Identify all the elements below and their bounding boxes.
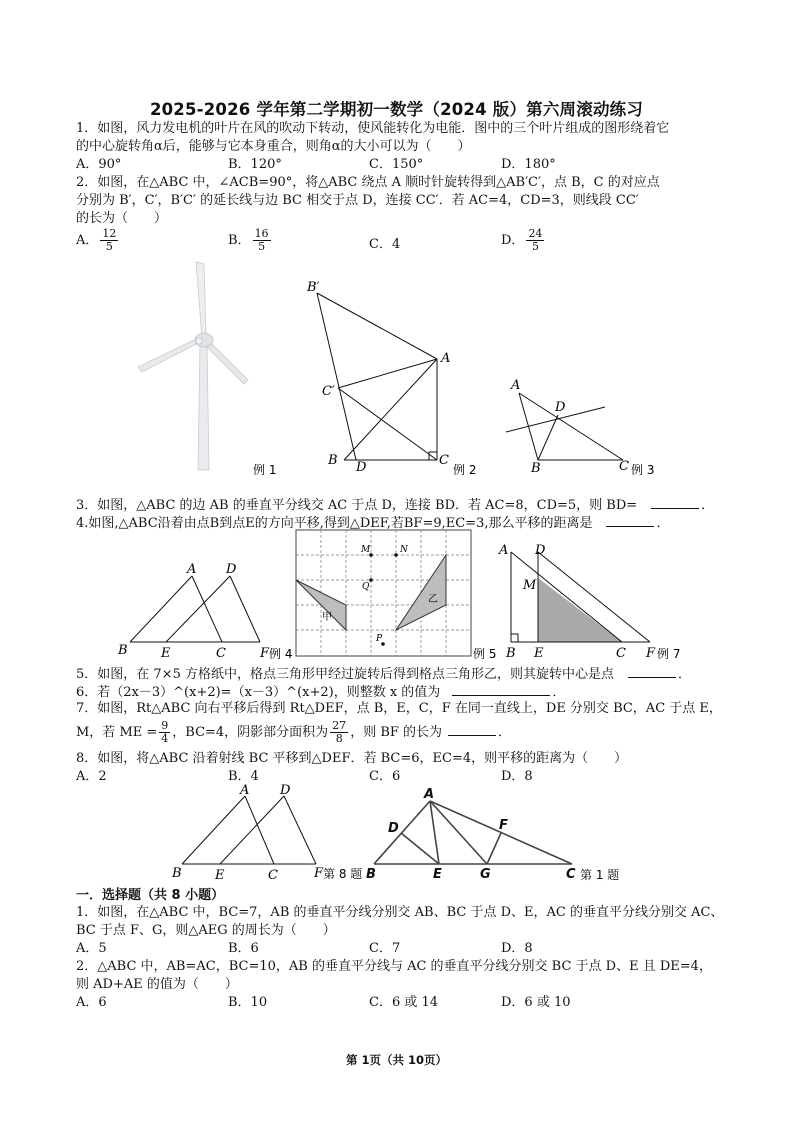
s2-line1: 2．△ABC 中，AB=AC，BC=10，AB 的垂直平分线与 AC 的垂直平分线分别交 BC 于点 D、E 且 DE=4， <box>76 959 712 974</box>
section-heading: 一．选择题（共 8 小题） <box>76 888 225 903</box>
figure-caption-1: 例 1 <box>253 463 277 477</box>
figure-caption-7: 例 7 <box>657 647 681 661</box>
figure-row-3 <box>160 780 640 886</box>
label-b-8: B <box>172 866 182 881</box>
figure-caption-3: 例 3 <box>631 463 655 477</box>
page-title: 2025-2026 学年第二学期初一数学（2024 版）第六周滚动练习 <box>149 100 644 119</box>
label-d-8: D <box>280 783 291 798</box>
label-q-5: Q <box>362 582 370 592</box>
label-c-4: C <box>216 646 226 661</box>
q6-line: 6．若（2x－3）^(x+2)=（x－3）^(x+2)，则整数 x 的值为 ． <box>76 682 565 702</box>
s2-option-b: B．10 <box>228 995 268 1010</box>
page-footer: 第 1页（共 10页） <box>345 1053 447 1067</box>
label-b-4: B <box>118 643 128 658</box>
q2-line3: 的长为（ ） <box>76 211 168 226</box>
s1-option-c: C．7 <box>369 941 401 956</box>
label-a-8: A <box>240 783 250 798</box>
label-a-1: A <box>424 787 435 802</box>
q1-option-a: A．90° <box>76 157 122 172</box>
label-a-7: A <box>499 543 509 558</box>
label-b-prime: B′ <box>307 280 320 295</box>
label-jia: 甲 <box>322 612 332 623</box>
label-e-8: E <box>215 868 225 883</box>
label-c-1: C <box>566 867 576 882</box>
s2-line2: 则 AD+AE 的值为（ ） <box>76 977 238 992</box>
label-a: A <box>441 351 451 366</box>
q1-line1: 1．如图，风力发电机的叶片在风的吹动下转动，使风能转化为电能．图中的三个叶片组成的图形绕着它 <box>76 121 670 136</box>
label-c-8: C <box>268 868 278 883</box>
q8-option-a: A．2 <box>76 769 107 784</box>
q2-option-c: C．4 <box>369 237 401 252</box>
wind-turbine-figure <box>138 262 248 470</box>
bisector-figure-1 <box>374 801 572 864</box>
s1-line1: 1．如图，在△ABC 中，BC=7，AB 的垂直平分线分别交 AB、BC 于点 D、E，AC 的垂直平分线分别交 AC、 <box>76 905 724 920</box>
label-f-1: F <box>499 818 508 833</box>
label-e-1: E <box>433 867 442 882</box>
label-c-3: C <box>619 459 629 474</box>
grid-figure-5 <box>296 530 471 656</box>
figure-caption-4: 例 4 <box>269 647 293 661</box>
label-c-prime: C′ <box>322 384 335 399</box>
q2-option-b: B． $\frac{16}{5}$ <box>228 227 269 253</box>
s1-line2: BC 于点 F、G，则△AEG 的周长为（ ） <box>76 923 336 938</box>
label-f-4: F <box>260 646 270 661</box>
q1-option-c: C．150° <box>369 157 424 172</box>
label-c-7: C <box>616 646 626 661</box>
figure-caption-5: 例 5 <box>473 647 497 661</box>
label-b-7: B <box>506 646 516 661</box>
rotation-triangle-figure <box>317 293 437 460</box>
s2-option-d: D．6 或 10 <box>501 995 571 1010</box>
q8-line: 8．如图，将△ABC 沿着射线 BC 平移到△DEF．若 BC=6，EC=4，则平移的距离为（ ） <box>76 751 628 766</box>
label-g-1: G <box>480 867 491 882</box>
q2-option-a: A． $\frac{12}{5}$ <box>76 227 117 253</box>
label-a-3: A <box>511 378 521 393</box>
q7-line2: M，若 ME = $\frac{9}{4}$ ，BC=4，阴影部分面积为 $\frac{27}{8}$ ，则 BF 的长为 ． <box>76 719 512 745</box>
q2-option-d: D． $\frac{24}{5}$ <box>501 227 543 253</box>
label-d-4: D <box>226 562 237 577</box>
label-n-5: N <box>400 545 408 555</box>
label-b-1: B <box>366 867 376 882</box>
s1-option-b: B．6 <box>228 941 259 956</box>
label-b-3: B <box>531 461 541 476</box>
label-d-1: D <box>388 821 399 836</box>
label-m-5: M <box>361 545 371 555</box>
q7-line1: 7．如图，Rt△ABC 向右平移后得到 Rt△DEF，点 B，E，C，F 在同一直线上，DE 分别交 BC，AC 于点 E， <box>76 701 722 716</box>
label-d-7: D <box>535 543 546 558</box>
label-d: D <box>356 460 367 475</box>
q4-line: 4.如图,△ABC沿着由点B到点E的方向平移,得到△DEF,若BF=9,EC=3,那么平移的距离是 ． <box>76 513 670 533</box>
label-p-5: P <box>376 634 383 644</box>
figure-row-2 <box>110 528 690 664</box>
q8-option-b: B．4 <box>228 769 259 784</box>
translation-figure-8 <box>182 796 316 864</box>
q5-line: 5．如图，在 7×5 方格纸中，格点三角形甲经过旋转后得到格点三角形乙，则其旋转中心是点 ． <box>76 664 691 684</box>
q8-option-d: D．8 <box>501 769 533 784</box>
s1-option-a: A．5 <box>76 941 107 956</box>
label-d-3: D <box>555 400 566 415</box>
translation-figure-7 <box>511 552 650 642</box>
s2-option-a: A．6 <box>76 995 107 1010</box>
q2-line1: 2．如图，在△ABC 中，∠ACB=90°，将△ABC 绕点 A 顺时针旋转得到△AB′C′，点 B，C 的对应点 <box>76 175 660 190</box>
q1-option-d: D．180° <box>501 157 556 172</box>
label-b: B <box>328 453 338 468</box>
figure-caption-2: 例 2 <box>453 463 477 477</box>
label-m-7: M <box>523 578 537 593</box>
translation-figure-4 <box>130 576 260 642</box>
label-c: C <box>439 453 449 468</box>
label-e-4: E <box>161 646 171 661</box>
q3-line: 3．如图，△ABC 的边 AB 的垂直平分线交 AC 于点 D，连接 BD．若 AC=8，CD=5，则 BD= ． <box>76 495 714 515</box>
s1-option-d: D．8 <box>501 941 533 956</box>
label-f-8: F <box>314 866 324 881</box>
label-f-7: F <box>646 646 656 661</box>
q2-line2: 分别为 B′，C′，B′C′ 的延长线与边 BC 相交于点 D，连接 CC′．若 AC=4，CD=3，则线段 CC′ <box>76 193 639 208</box>
label-e-7: E <box>534 646 544 661</box>
figure-caption-8: 第 8 题 <box>323 867 363 881</box>
label-yi: 乙 <box>428 594 438 605</box>
s2-option-c: C．6 或 14 <box>369 995 439 1010</box>
figure-caption-1b: 第 1 题 <box>580 868 620 882</box>
q1-line2: 的中心旋转角α后，能够与它本身重合，则角α的大小可以为（ ） <box>76 139 471 154</box>
figure-row-1 <box>120 258 680 478</box>
q1-option-b: B．120° <box>228 157 282 172</box>
label-a-4: A <box>187 562 197 577</box>
q8-option-c: C．6 <box>369 769 401 784</box>
